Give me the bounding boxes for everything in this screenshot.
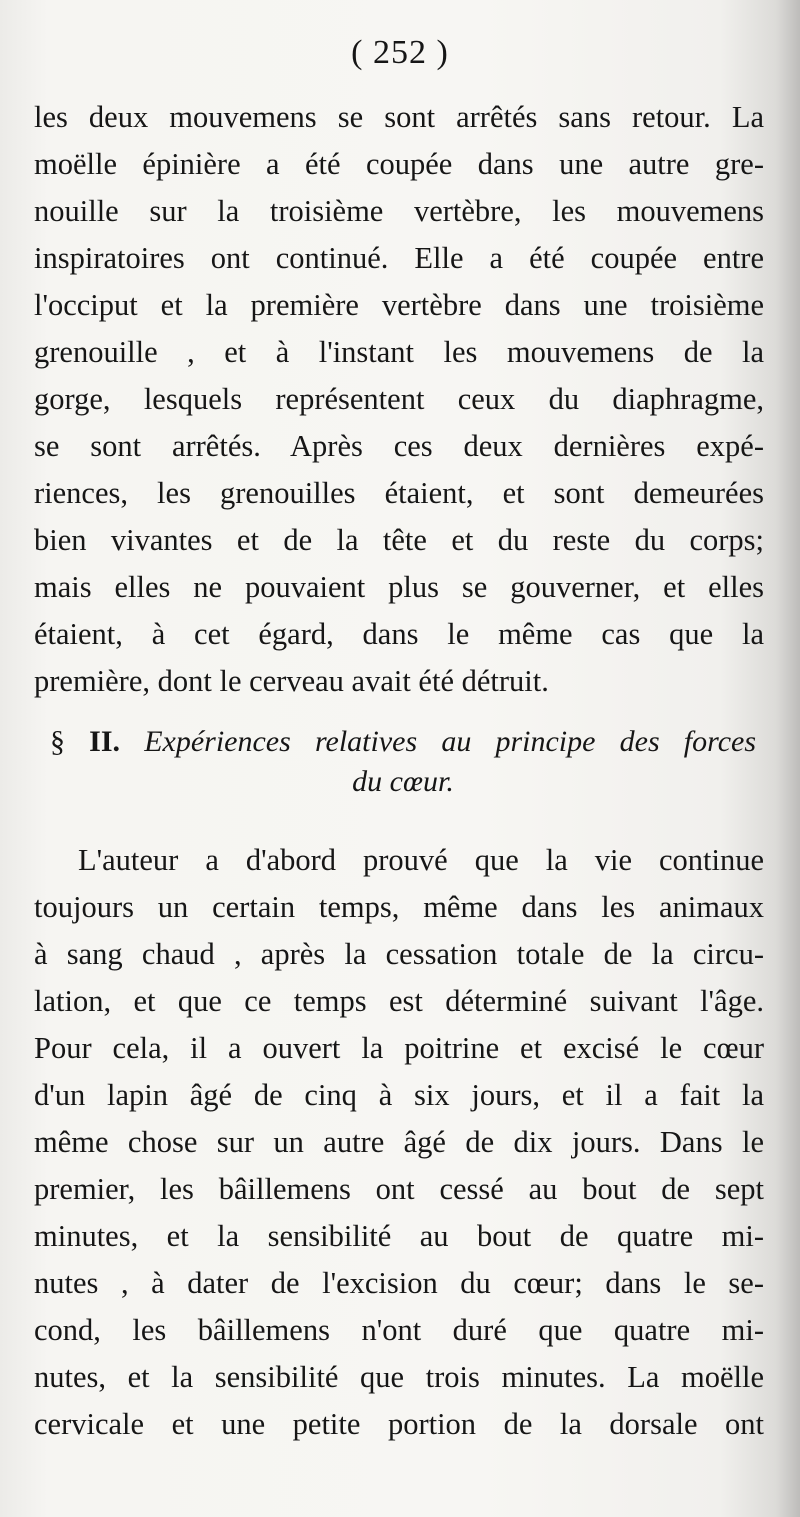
- text-line: étaient, à cet égard, dans le même cas que la: [34, 617, 764, 651]
- text-line: les deux mouvemens se sont arrêtés sans retour. La: [34, 100, 764, 134]
- text-line: se sont arrêtés. Après ces deux dernières expé-: [34, 429, 764, 463]
- section-title-continued: du cœur.: [352, 765, 454, 798]
- text-line: grenouille , et à l'instant les mouvemens de la: [34, 335, 764, 369]
- text-line: à sang chaud , après la cessation totale de la circu-: [34, 937, 764, 971]
- text-line: cond, les bâillemens n'ont duré que quatre mi-: [34, 1313, 764, 1347]
- text-line: minutes, et la sensibilité au bout de quatre mi-: [34, 1219, 764, 1253]
- text-line: même chose sur un autre âgé de dix jours. Dans le: [34, 1125, 764, 1159]
- page-number: ( 252 ): [351, 34, 449, 71]
- text-line: moëlle épinière a été coupée dans une autre gre-: [34, 147, 764, 181]
- text-line: lation, et que ce temps est déterminé suivant l'âge.: [34, 984, 764, 1018]
- text-line: nutes, et la sensibilité que trois minutes. La moëlle: [34, 1360, 764, 1394]
- text-line: gorge, lesquels représentent ceux du diaphragme,: [34, 382, 764, 416]
- text-line: nutes , à dater de l'excision du cœur; dans le se-: [34, 1266, 764, 1300]
- section-title: Expériences relatives au principe des forces: [144, 725, 756, 758]
- text-line: premier, les bâillemens ont cessé au bout de sept: [34, 1172, 764, 1206]
- text-line: première, dont le cerveau avait été détruit.: [34, 664, 549, 698]
- paragraph-2: [34, 837, 764, 1448]
- text-line: L'auteur a d'abord prouvé que la vie continue: [78, 843, 764, 877]
- section-mark: §: [50, 725, 65, 758]
- text-line: d'un lapin âgé de cinq à six jours, et il a fait la: [34, 1078, 764, 1112]
- text-line: riences, les grenouilles étaient, et sont demeurées: [34, 476, 764, 510]
- section-heading-line-1: [50, 722, 756, 762]
- section-heading: [50, 722, 756, 802]
- text-line: inspiratoires ont continué. Elle a été coupée entre: [34, 241, 764, 275]
- text-line: bien vivantes et de la tête et du reste du corps;: [34, 523, 764, 557]
- text-line: cervicale et une petite portion de la dorsale ont: [34, 1407, 764, 1441]
- text-line: nouille sur la troisième vertèbre, les mouvemens: [34, 194, 764, 228]
- text-line: l'occiput et la première vertèbre dans une troisième: [34, 288, 764, 322]
- text-line: toujours un certain temps, même dans les animaux: [34, 890, 764, 924]
- section-number: II.: [89, 725, 121, 758]
- text-line: Pour cela, il a ouvert la poitrine et excisé le cœur: [34, 1031, 764, 1065]
- paragraph-1: [34, 94, 764, 705]
- text-line: mais elles ne pouvaient plus se gouverner, et elles: [34, 570, 764, 604]
